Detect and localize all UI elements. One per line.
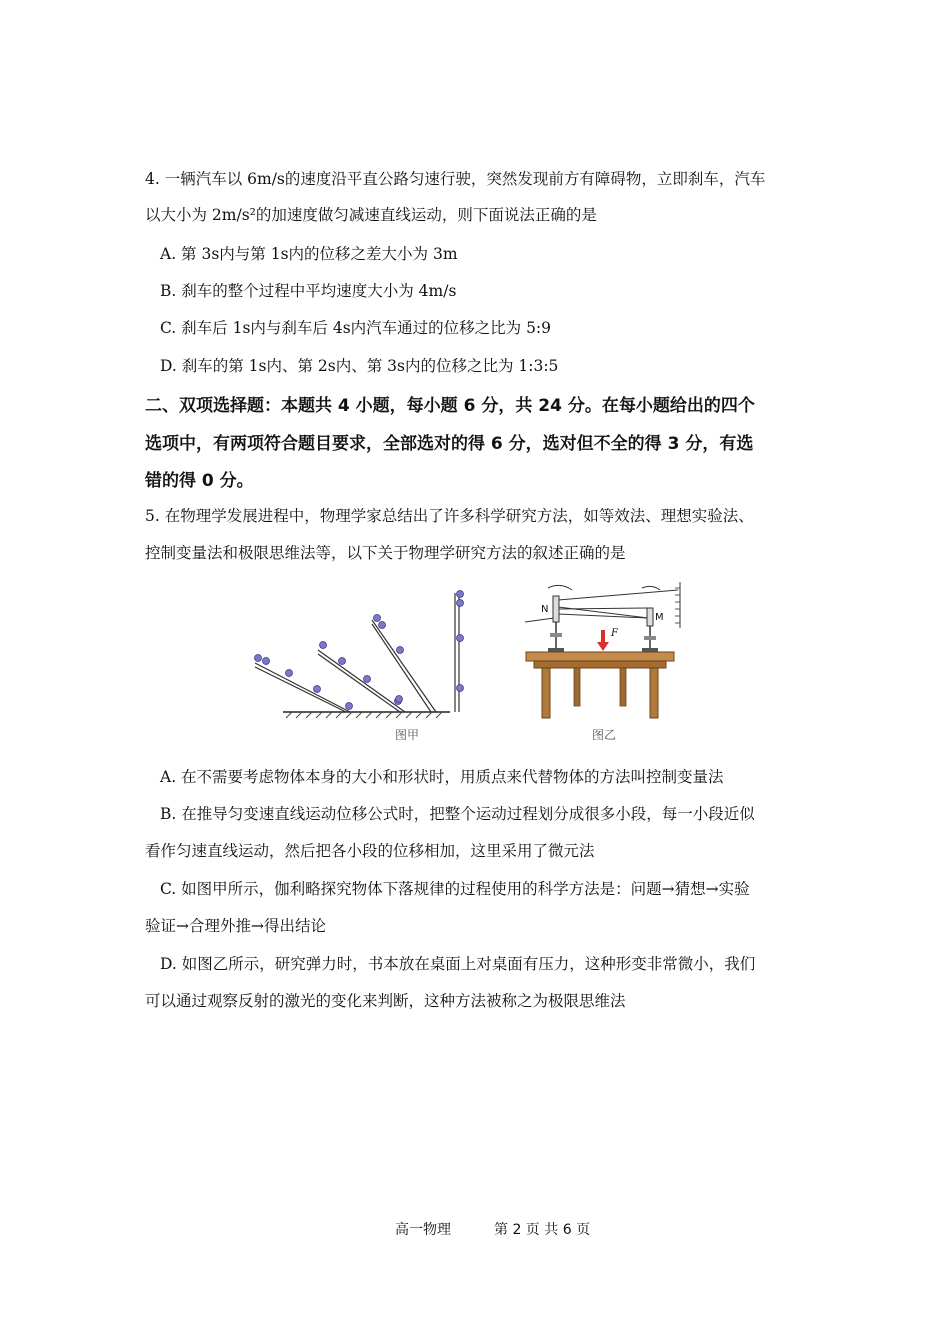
q5-option-a: A. 在不需要考虑物体本身的大小和形状时，用质点来代替物体的方法叫控制变量法 [160,768,724,786]
mirror-n-label: N [541,604,549,615]
q4-option-b: B. 刹车的整个过程中平均速度大小为 4m/s [160,282,457,300]
footer-subject: 高一物理 [395,1222,451,1238]
q5-option-c-line1: C. 如图甲所示，伽利略探究物体下落规律的过程使用的科学方法是：问题→猜想→实验 [160,880,750,898]
mirror-m-label: M [655,612,664,623]
q5-stem-line1: 5. 在物理学发展进程中，物理学家总结出了许多科学研究方法，如等效法、理想实验法、 [145,507,754,525]
figure-a-caption: 图甲 [395,728,420,742]
q5-option-b-line1: B. 在推导匀变速直线运动位移公式时，把整个运动过程划分成很多小段，每一小段近似 [160,805,755,823]
q5-option-b-line2: 看作匀速直线运动，然后把各小段的位移相加，这里采用了微元法 [145,842,595,860]
section2-line3: 错的得 0 分。 [145,471,254,491]
q5-stem-line2: 控制变量法和极限思维法等，以下关于物理学研究方法的叙述正确的是 [145,544,626,562]
footer-page-number: 第 2 页 共 6 页 [494,1222,591,1238]
figure-galileo-inclines [250,585,475,720]
section2-line2: 选项中，有两项符合题目要求，全部选对的得 6 分，选对但不全的得 3 分，有选 [145,434,754,454]
q5-option-d-line2: 可以通过观察反射的激光的变化来判断，这种方法被称之为极限思维法 [145,992,626,1010]
figure-table-laser [520,578,690,723]
q4-option-d: D. 刹车的第 1s内、第 2s内、第 3s内的位移之比为 1:3:5 [160,357,559,375]
q4-option-c: C. 刹车后 1s内与刹车后 4s内汽车通过的位移之比为 5:9 [160,319,552,337]
q5-option-d-line1: D. 如图乙所示，研究弹力时，书本放在桌面上对桌面有压力，这种形变非常微小，我们 [160,955,756,973]
q4-stem-line1: 4. 一辆汽车以 6m/s的速度沿平直公路匀速行驶，突然发现前方有障碍物，立即刹车，汽车 [145,170,766,188]
section2-line1: 二、双项选择题：本题共 4 小题，每小题 6 分，共 24 分。在每小题给出的四个 [145,396,755,416]
force-label: F [611,628,618,639]
q4-option-a: A. 第 3s内与第 1s内的位移之差大小为 3m [160,245,458,263]
figure-b-caption: 图乙 [592,728,617,742]
q4-stem-line2: 以大小为 2m/s²的加速度做匀减速直线运动，则下面说法正确的是 [145,206,597,224]
q5-option-c-line2: 验证→合理外推→得出结论 [145,917,326,935]
